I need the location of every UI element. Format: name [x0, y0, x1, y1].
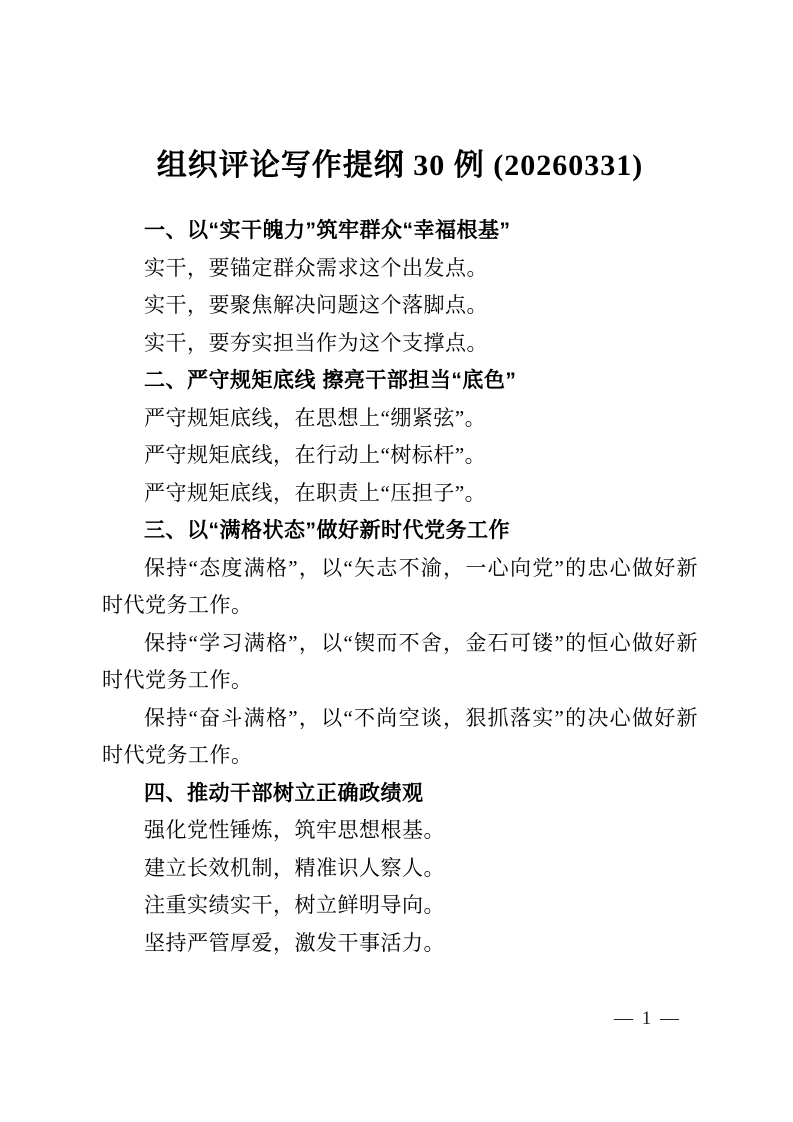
paragraph: 保持“态度满格”，以“矢志不渝，一心向党”的忠心做好新时代党务工作。: [102, 555, 698, 617]
section-1: [102, 212, 698, 362]
paragraph: 坚持严管厚爱，激发干事活力。: [144, 930, 445, 955]
section-1-heading: 一、以“实干魄力”筑牢群众“幸福根基”: [144, 219, 511, 242]
paragraph: 建立长效机制，精准识人察人。: [144, 855, 445, 880]
section-3-heading: 三、以“满格状态”做好新时代党务工作: [144, 519, 510, 542]
paragraph: 强化党性锤炼，筑牢思想根基。: [144, 818, 445, 842]
paragraph: 实干，要夯实担当作为这个支撑点。: [144, 330, 488, 355]
paragraph: 严守规矩底线，在行动上“树标杆”。: [144, 443, 487, 467]
paragraph: 注重实绩实干，树立鲜明导向。: [144, 893, 445, 917]
section-4-heading: 四、推动干部树立正确政绩观: [144, 781, 424, 805]
section-3: [102, 512, 698, 775]
page-number: — 1 —: [614, 1008, 681, 1029]
paragraph: 保持“学习满格”，以“锲而不舍，金石可镂”的恒心做好新时代党务工作。: [102, 630, 698, 692]
section-4: [102, 775, 698, 963]
paragraph: 严守规矩底线，在职责上“压担子”。: [144, 480, 487, 505]
section-2: [102, 362, 698, 512]
document-title: 组织评论写作提纲 30 例 (20260331): [156, 149, 644, 182]
paragraph: 保持“奋斗满格”，以“不尚空谈，狠抓落实”的决心做好新时代党务工作。: [102, 705, 698, 767]
paragraph: 实干，要锚定群众需求这个出发点。: [144, 255, 488, 280]
paragraph: 实干，要聚焦解决问题这个落脚点。: [144, 293, 488, 317]
paragraph: 严守规矩底线，在思想上“绷紧弦”。: [144, 405, 487, 430]
section-2-heading: 二、严守规矩底线 擦亮干部担当“底色”: [144, 369, 517, 392]
